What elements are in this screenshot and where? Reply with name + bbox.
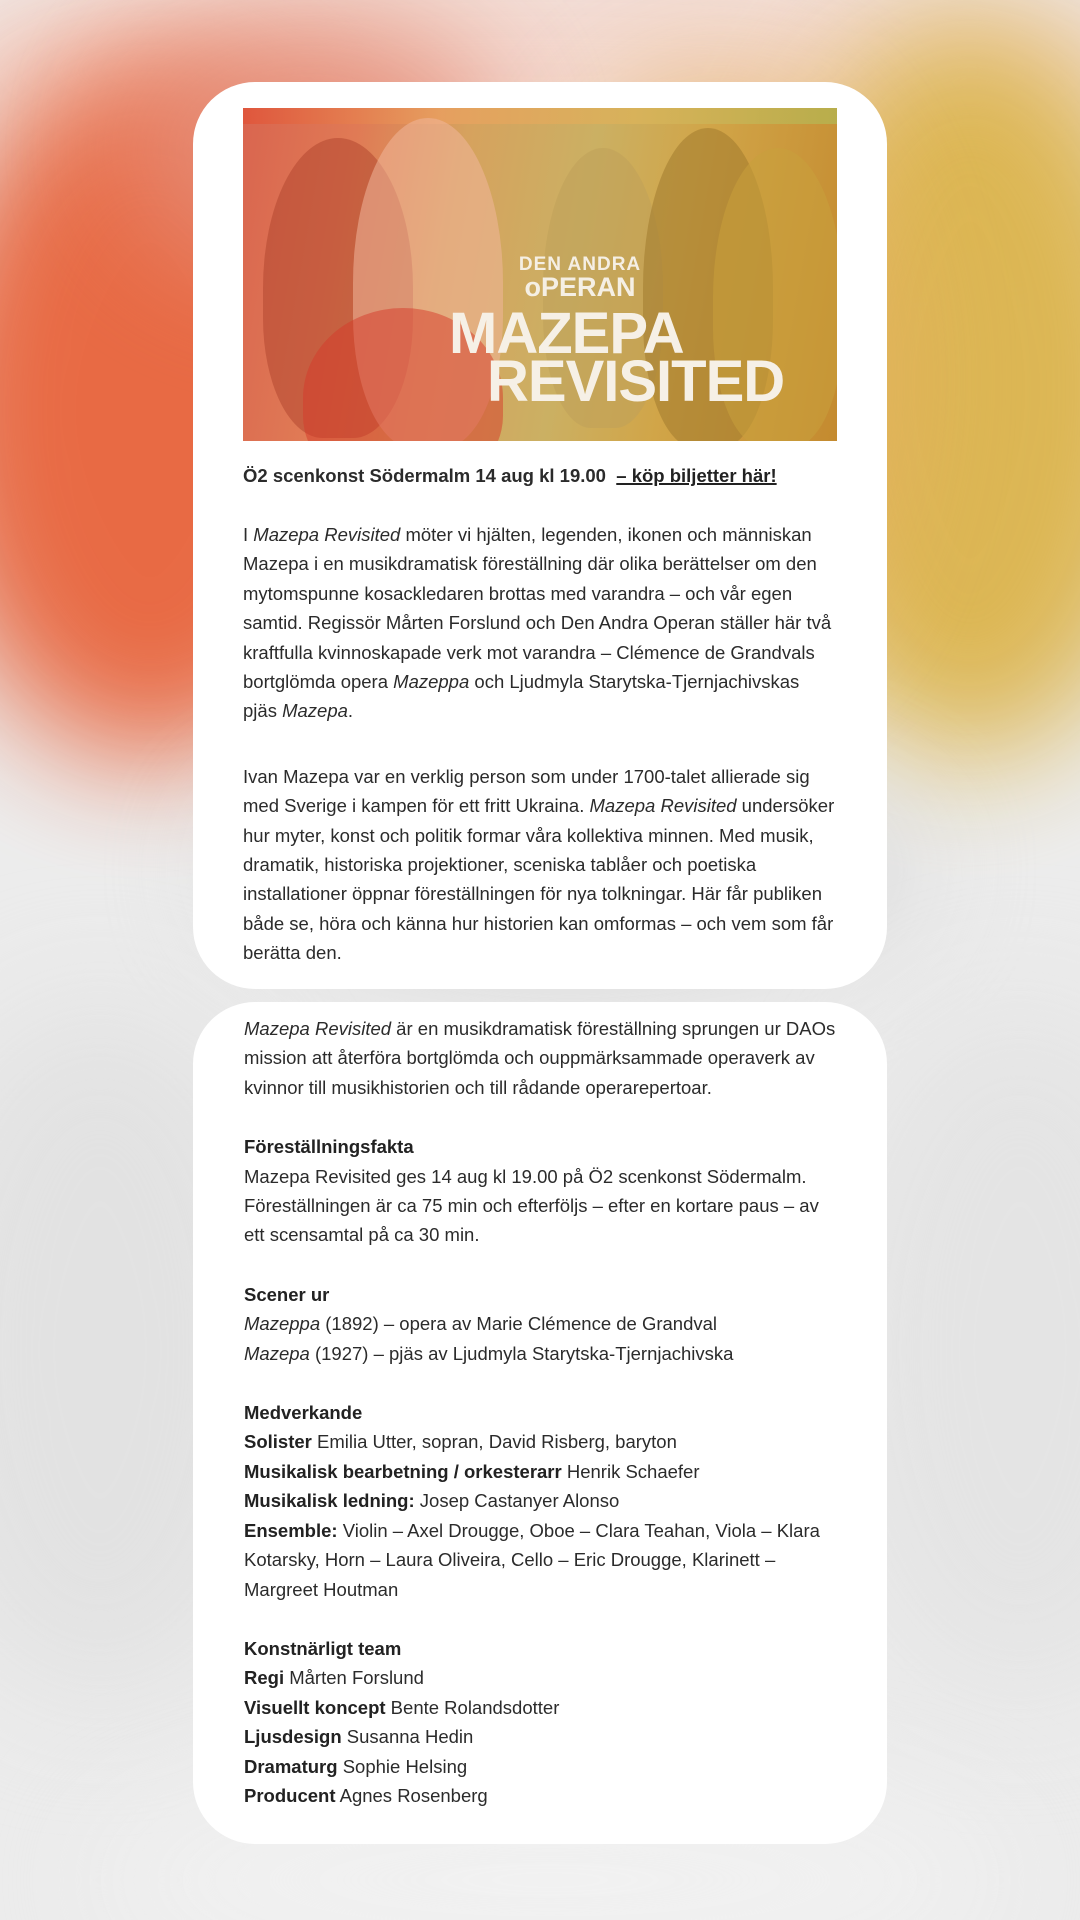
ticket-info bbox=[243, 461, 837, 490]
content-card-bottom bbox=[193, 1002, 887, 1844]
hero-poster-image bbox=[243, 108, 837, 441]
facts-line-2: Föreställningen är ca 75 min och efterföljs – efter en kortare paus – av ett scensamtal på ca 30 min. bbox=[244, 1195, 819, 1246]
cast-item: Musikalisk bearbetning / orkesterarr Henrik Schaefer bbox=[244, 1460, 700, 1482]
scenes-heading: Scener ur bbox=[244, 1283, 330, 1305]
poster-brand-line2: oPERAN bbox=[524, 272, 636, 302]
team-item: Visuellt koncept Bente Rolandsdotter bbox=[244, 1696, 560, 1718]
team-item: Dramaturg Sophie Helsing bbox=[244, 1755, 468, 1777]
team-section bbox=[244, 1634, 837, 1810]
scenes-section bbox=[244, 1280, 837, 1368]
content-card-top bbox=[193, 82, 887, 989]
poster-title-line1: MAZEPA bbox=[449, 301, 684, 366]
poster-brand-line1: DEN ANDRA bbox=[518, 254, 642, 275]
cast-heading: Medverkande bbox=[244, 1402, 363, 1424]
team-item: Ljusdesign Susanna Hedin bbox=[244, 1726, 474, 1748]
poster-title-line2: REVISITED bbox=[487, 349, 785, 414]
buy-tickets-link[interactable]: – köp biljetter här! bbox=[616, 465, 777, 486]
ticket-venue-date: Ö2 scenkonst Södermalm 14 aug kl 19.00 bbox=[243, 465, 606, 486]
cast-item: Solister Emilia Utter, sopran, David Risberg, baryton bbox=[244, 1431, 677, 1453]
facts-section bbox=[244, 1132, 837, 1250]
scene-item: Mazepa (1927) – pjäs av Ljudmyla Starytska-Tjernjachivska bbox=[244, 1342, 734, 1364]
cast-section bbox=[244, 1398, 837, 1604]
team-item: Producent Agnes Rosenberg bbox=[244, 1784, 488, 1806]
team-heading: Konstnärligt team bbox=[244, 1637, 402, 1659]
mission-paragraph: Mazepa Revisited är en musikdramatisk föreställning sprungen ur DAOs mission att återföra bortglömda och ouppmärksammade operaverk av kvinnor till musikhistorien och till rådande operarepertoar. bbox=[244, 1018, 836, 1098]
scene-item: Mazeppa (1892) – opera av Marie Clémence de Grandval bbox=[244, 1313, 718, 1335]
intro-paragraph-2: Ivan Mazepa var en verklig person som under 1700-talet allierade sig med Sverige i kampen för ett fritt Ukraina. Mazepa Revisited undersöker hur myter, konst och politik formar våra kollektiva minnen. Med musik, dramatik, historiska projektioner, sceniska tablåer och poetiska installationer öppnar föreställningen för nya tolkningar. Här får publiken både se, höra och känna hur historien kan omformas – och vem som får berätta den. bbox=[243, 765, 835, 964]
facts-line-1: Mazepa Revisited ges 14 aug kl 19.00 på Ö2 scenkonst Södermalm. bbox=[244, 1165, 807, 1187]
intro-paragraph-1: I Mazepa Revisited möter vi hjälten, legenden, ikonen och människan Mazepa i en musikdramatisk föreställning där olika berättelser om den mytomspunne kosackledaren brottas med varandra – och vår egen samtid. Regissör Mårten Forslund och Den Andra Operan ställer här två kraftfulla kvinnoskapade verk mot varandra – Clémence de Grandvals bortglömda opera Mazeppa och Ljudmyla Starytska-Tjernjachivskas pjäs Mazepa. bbox=[243, 524, 832, 722]
team-item: Regi Mårten Forslund bbox=[244, 1667, 424, 1689]
cast-item: Ensemble: Violin – Axel Drougge, Oboe – Clara Teahan, Viola – Klara Kotarsky, Horn – Laura Oliveira, Cello – Eric Drougge, Klarinett – Margreet Houtman bbox=[244, 1519, 820, 1600]
cast-item: Musikalisk ledning: Josep Castanyer Alonso bbox=[244, 1490, 620, 1512]
facts-heading: Föreställningsfakta bbox=[244, 1136, 414, 1158]
